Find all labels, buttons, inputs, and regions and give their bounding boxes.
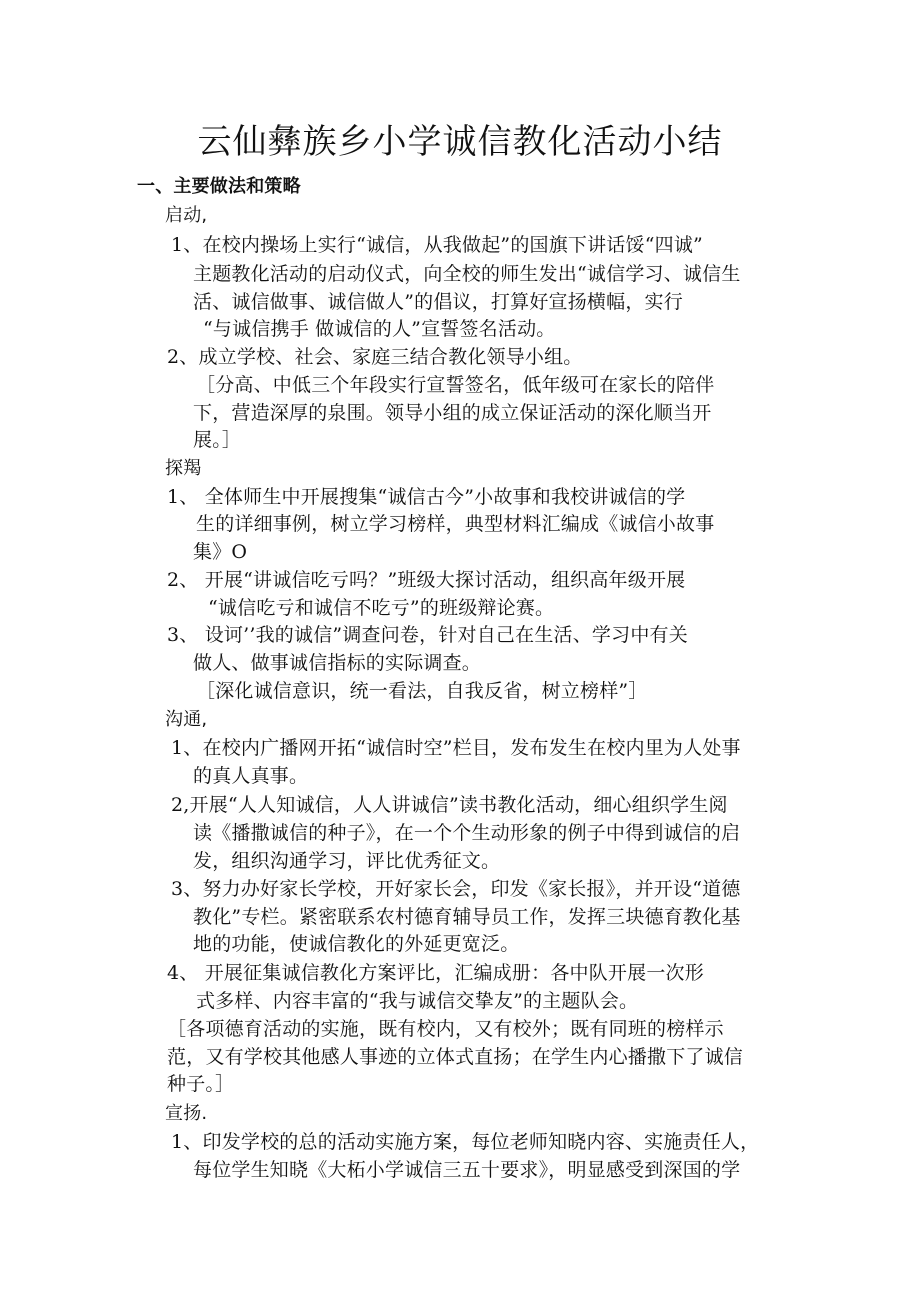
paragraph-line: 种子。］ — [167, 1073, 235, 1095]
paragraph-line: 主题教化活动的启动仪式，向全校的师生发出“诚信学习、诚信生 — [193, 263, 741, 285]
paragraph-line: 教化”专栏。紧密联系农村德育辅导员工作，发挥三块德育教化基 — [193, 906, 741, 928]
paragraph-line: 2、成立学校、社会、家庭三结合教化领导小组。 — [167, 346, 583, 368]
paragraph-line: 下，营造深厚的泉围。领导小组的成立保证活动的深化顺当开 — [193, 402, 712, 424]
paragraph-line: 式多样、内容丰富的“我与诚信交挚友”的主题队会。 — [196, 990, 639, 1012]
paragraph-line: 读《播撒诚信的种子》，在一个个生动形象的例子中得到诚信的启 — [193, 822, 741, 844]
paragraph-line: “诚信吃亏和诚信不吃亏”的班级辩论赛。 — [208, 597, 555, 619]
document-title: 云仙彝族乡小学诚信教化活动小结 — [197, 122, 723, 162]
paragraph-line: ［各项德育活动的实施，既有校内，又有校外；既有同班的榜样示 — [167, 1018, 724, 1040]
section-heading-main: 一、主要做法和策略 — [137, 176, 301, 197]
subheading-tanjie: 探羯 — [165, 458, 202, 479]
paragraph-line: ［分高、中低三个年段实行宣誓签名，低年级可在家长的陪伴 — [196, 374, 715, 396]
paragraph-line: 2、 开展“讲诚信吃亏吗？”班级大探讨活动，组织高年级开展 — [167, 569, 686, 591]
subheading-goutong: 沟通, — [165, 709, 208, 730]
paragraph-line: 发，组织沟通学习，评比优秀征文。 — [193, 850, 501, 872]
paragraph-line: 做人、做事诚信指标的实际调查。 — [193, 652, 482, 674]
subheading-xuanyang: 宣扬. — [165, 1103, 208, 1124]
paragraph-line: 活、诚信做事、诚信做人”的倡议，打算好宣扬横幅，实行 — [193, 291, 683, 313]
paragraph-line: 生的详细事例，树立学习榜样，典型材料汇编成《诚信小故事 — [196, 513, 715, 535]
paragraph-line: 1、在校内广播网开拓“诚信时空”栏目，发布发生在校内里为人处事 — [171, 737, 741, 759]
paragraph-line: 1、在校内操场上实行“诚信，从我做起”的国旗下讲话馁“四诚” — [171, 234, 703, 256]
subheading-qidong: 启动, — [165, 205, 208, 226]
paragraph-line: 范，又有学校其他感人事迹的立体式直扬；在学生内心播撒下了诚信 — [167, 1046, 744, 1068]
paragraph-line: ［深化诚信意识，统一看法，自我反省，树立榜样”］ — [196, 680, 648, 702]
paragraph-line: 地的功能，使诚信教化的外延更宽泛。 — [193, 933, 520, 955]
paragraph-line: 1、 全体师生中开展搜集“诚信古今”小故事和我校讲诚信的学 — [167, 486, 686, 508]
paragraph-line: 2,开展“人人知诚信，人人讲诚信”读书教化活动，细心组织学生阅 — [171, 794, 728, 816]
paragraph-line: “与诚信携手 做诚信的人”宣誓签名活动。 — [203, 318, 556, 340]
paragraph-line: 的真人真事。 — [193, 765, 309, 787]
paragraph-line: 每位学生知晓《大柘小学诚信三五十要求》，明显感受到深国的学 — [193, 1159, 741, 1181]
paragraph-line: 3、努力办好家长学校，开好家长会，印发《家长报》，并开设“道德 — [171, 878, 741, 900]
paragraph-line: 展。］ — [193, 429, 242, 451]
paragraph-line: 集》O — [193, 541, 248, 563]
paragraph-line: 1、印发学校的总的活动实施方案，每位老师知晓内容、实施责任人， — [171, 1131, 760, 1153]
paragraph-line: 3、 设诃’’我的诚信”调查问卷，针对自己在生活、学习中有关 — [167, 624, 688, 646]
paragraph-line: 4、 开展征集诚信教化方案评比，汇编成册：各中队开展一次形 — [167, 962, 704, 984]
